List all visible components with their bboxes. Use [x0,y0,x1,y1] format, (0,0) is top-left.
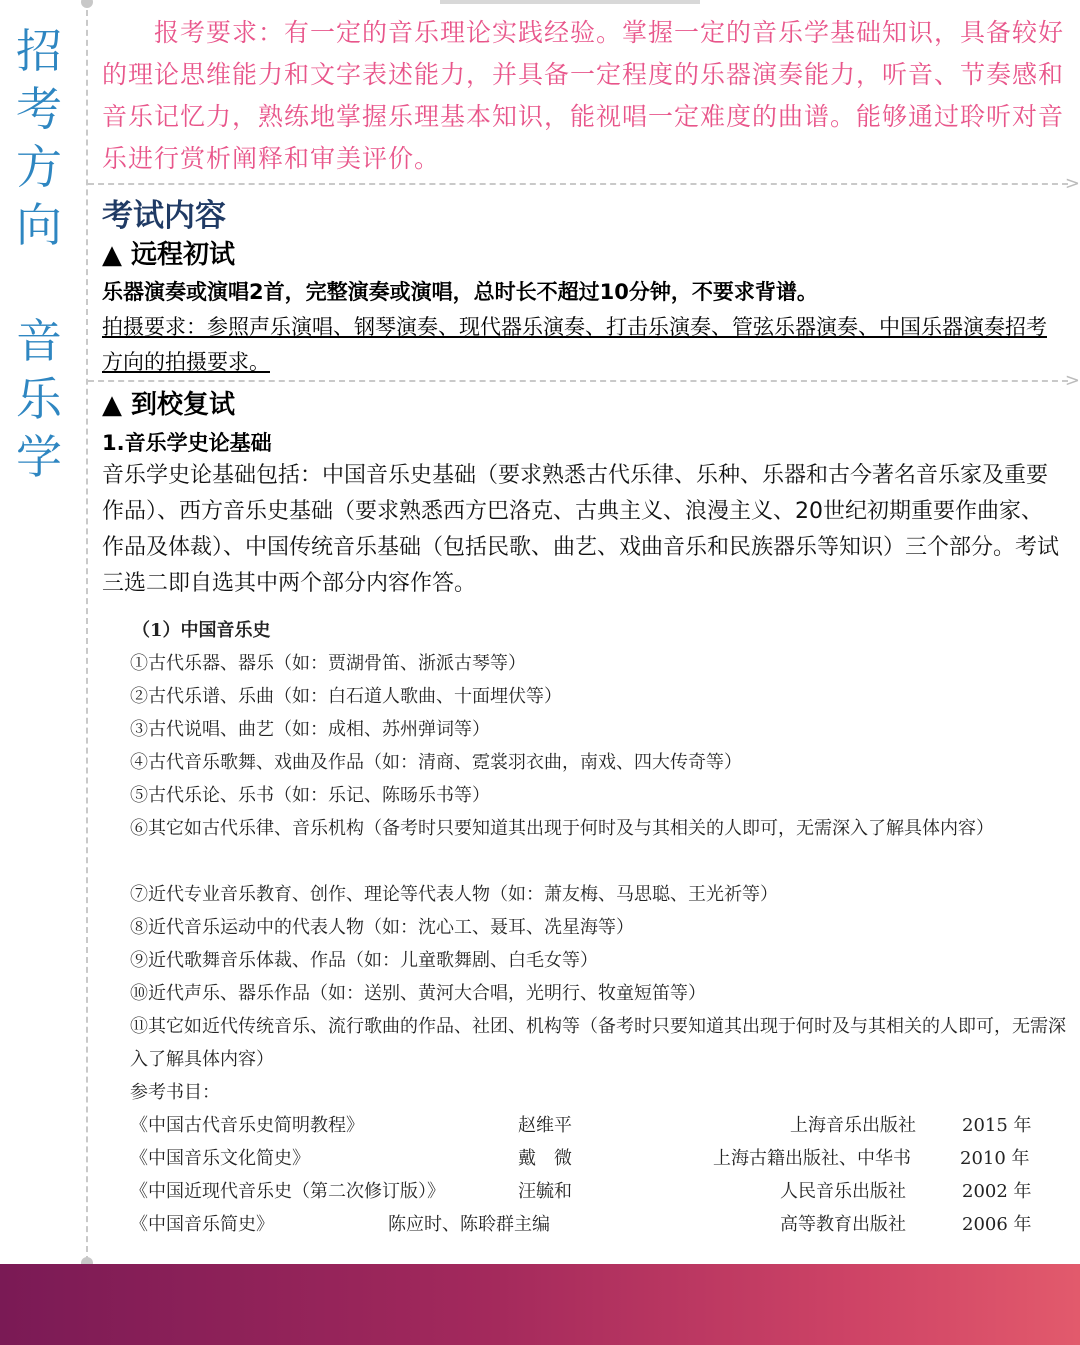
book-publisher: 高等教育出版社 [780,1214,906,1235]
list-item: ⑪其它如近代传统音乐、流行歌曲的作品、社团、机构等（备考时只要知道其出现于何时及与其相关的人即可，无需深入了解具体内容） [130,1016,1066,1070]
chinese-music-history-list [130,614,1070,1241]
remote-round-heading: ▲ 远程初试 [102,240,236,270]
title-char: 乐 [16,372,62,426]
book-row [130,1109,1070,1142]
title-char: 向 [16,198,62,252]
title-char: 招 [16,24,62,78]
list-item: ③古代说唱、曲艺（如：成相、苏州弹词等） [130,719,490,740]
vertical-section-title [0,0,80,1262]
list-item: ②古代乐谱、乐曲（如：白石道人歌曲、十面埋伏等） [130,686,562,707]
photo-requirement-text: 拍摄要求：参照声乐演唱、钢琴演奏、现代器乐演奏、打击乐演奏、管弦乐器演奏、中国乐器演奏招考方向的拍摄要求。 [102,315,1047,374]
footer-gradient-band [0,1264,1080,1345]
photo-requirement [102,310,1067,380]
admission-requirements-text: 报考要求：有一定的音乐理论实践经验。掌握一定的音乐学基础知识，具备较好的理论思维能力和文字表述能力，并具备一定程度的乐器演奏能力，听音、节奏感和音乐记忆力，熟练地掌握乐理基本知识，能视唱一定难度的曲谱。能够通过聆听对音乐进行赏析阐释和审美评价。 [102,18,1065,173]
list-item: ⑥其它如古代乐律、音乐机构（备考时只要知道其出现于何时及与其相关的人即可，无需深入了解具体内容） [130,818,994,839]
book-author: 汪毓和 [518,1181,572,1202]
vertical-dashed-divider [86,0,88,1262]
chevron-right-icon: > [1064,173,1080,194]
book-row [130,1208,1070,1241]
title-char: 考 [16,82,62,136]
list-title: （1）中国音乐史 [132,620,271,641]
book-author: 陈应时、陈聆群主编 [388,1214,550,1235]
book-title: 《中国近现代音乐史（第二次修订版）》 [130,1181,445,1202]
book-publisher: 人民音乐出版社 [780,1181,906,1202]
book-author: 戴 微 [518,1148,572,1169]
title-char: 音 [16,314,62,368]
history-theory-subheading: 1.音乐学史论基础 [102,431,272,455]
exam-content-heading: 考试内容 [102,198,226,234]
list-item: ⑨近代歌舞音乐体裁、作品（如：儿童歌舞剧、白毛女等） [130,950,598,971]
divider-dot-top [81,0,93,8]
list-item: ④古代音乐歌舞、戏曲及作品（如：清商、霓裳羽衣曲，南戏、四大传奇等） [130,752,742,773]
remote-round-requirement: 乐器演奏或演唱2首，完整演奏或演唱，总时长不超过10分钟，不要求背谱。 [102,280,818,304]
book-publisher: 上海音乐出版社 [790,1115,916,1136]
book-year: 2010 年 [960,1148,1030,1169]
list-item: ⑤古代乐论、乐书（如：乐记、陈旸乐书等） [130,785,490,806]
list-item: ⑩近代声乐、器乐作品（如：送别、黄河大合唱，光明行、牧童短笛等） [130,983,706,1004]
book-year: 2015 年 [962,1115,1032,1136]
onsite-round-heading: ▲ 到校复试 [102,390,236,420]
list-item: ⑧近代音乐运动中的代表人物（如：沈心工、聂耳、冼星海等） [130,917,634,938]
history-theory-paragraph: 音乐学史论基础包括：中国音乐史基础（要求熟悉古代乐律、乐种、乐器和古今著名音乐家及重要作品）、西方音乐史基础（要求熟悉西方巴洛克、古典主义、浪漫主义、20世纪初期重要作曲家、作品及体裁）、中国传统音乐基础（包括民歌、曲艺、戏曲音乐和民族器乐等知识）三个部分。考试三选二即自选其中两个部分内容作答。 [102,463,1060,596]
section-divider [88,370,1080,391]
book-title: 《中国音乐简史》 [130,1214,274,1235]
title-char: 方 [16,140,62,194]
section-divider [88,173,1080,194]
book-year: 2006 年 [962,1214,1032,1235]
references-label: 参考书目： [130,1082,220,1103]
book-year: 2002 年 [962,1181,1032,1202]
list-item: ①古代乐器、器乐（如：贾湖骨笛、浙派古琴等） [130,653,526,674]
book-author: 赵维平 [518,1115,572,1136]
list-item: ⑦近代专业音乐教育、创作、理论等代表人物（如：萧友梅、马思聪、王光祈等） [130,884,778,905]
book-row [130,1142,1070,1175]
chevron-right-icon: > [1064,370,1080,391]
book-row [130,1175,1070,1208]
book-title: 《中国古代音乐史简明教程》 [130,1115,364,1136]
book-publisher: 上海古籍出版社、中华书 [713,1148,911,1169]
top-accent-bar [440,0,700,4]
title-char: 学 [16,430,62,484]
book-title: 《中国音乐文化简史》 [130,1148,310,1169]
